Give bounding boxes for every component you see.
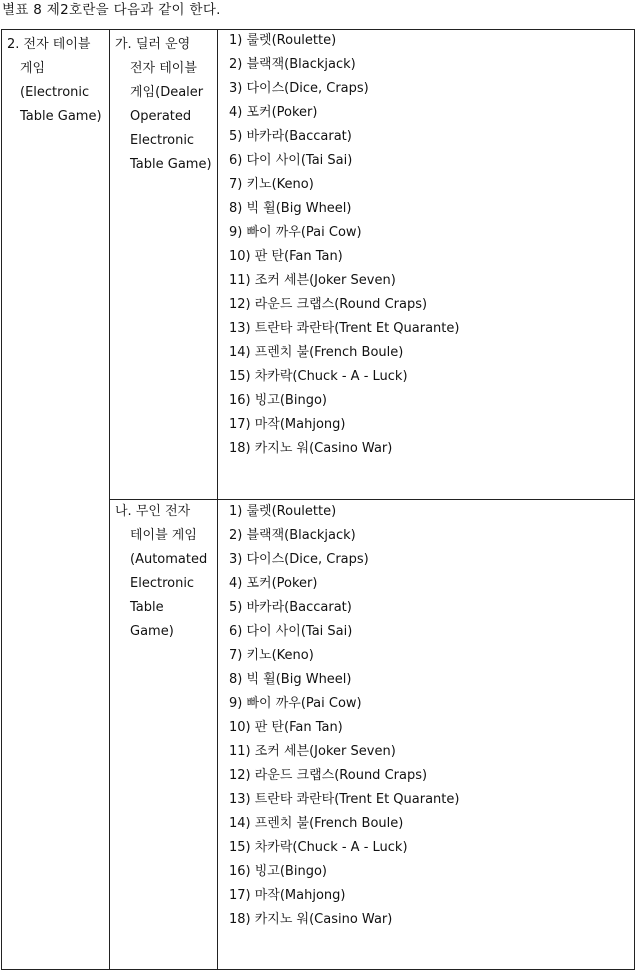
list-item: 3) 다이스(Dice, Craps)	[229, 552, 369, 567]
list-item: 15) 차카락(Chuck - A - Luck)	[229, 840, 408, 855]
list-item: 5) 바카라(Baccarat)	[229, 129, 352, 144]
list-item: 11) 조커 세븐(Joker Seven)	[229, 273, 396, 288]
list-item: 16) 빙고(Bingo)	[229, 393, 327, 408]
subcategory-dealer-cell	[115, 33, 219, 177]
subcategory-line: 가. 딜러 운영	[115, 37, 191, 52]
subcategory-line: 테이블 게임	[130, 528, 197, 543]
category-line: 2. 전자 테이블	[7, 37, 91, 52]
list-item: 3) 다이스(Dice, Craps)	[229, 81, 369, 96]
list-item: 1) 룰렛(Roulette)	[229, 33, 337, 48]
list-item: 4) 포커(Poker)	[229, 576, 318, 591]
list-item: 13) 트란타 콰란타(Trent Et Quarante)	[229, 792, 460, 807]
subcategory-line: 나. 무인 전자	[115, 504, 191, 519]
subcategory-line: Table Game)	[130, 157, 212, 172]
list-item: 9) 빠이 까우(Pai Cow)	[229, 696, 362, 711]
subcategory-line: Electronic	[130, 133, 195, 148]
list-item: 11) 조커 세븐(Joker Seven)	[229, 744, 396, 759]
list-item: 12) 라운드 크랩스(Round Craps)	[229, 297, 428, 312]
list-item: 2) 블랙잭(Blackjack)	[229, 528, 356, 543]
subcategory-line: Table	[130, 600, 164, 615]
dealer-game-list	[229, 29, 459, 461]
subcategory-line: 게임(Dealer	[130, 85, 204, 100]
list-item: 13) 트란타 콰란타(Trent Et Quarante)	[229, 321, 460, 336]
game-classification-table	[1, 29, 635, 970]
list-item: 10) 판 탄(Fan Tan)	[229, 720, 343, 735]
list-item: 18) 카지노 워(Casino War)	[229, 912, 393, 927]
list-item: 4) 포커(Poker)	[229, 105, 318, 120]
subcategory-line: Operated	[130, 109, 192, 124]
list-item: 8) 빅 휠(Big Wheel)	[229, 672, 352, 687]
list-item: 17) 마작(Mahjong)	[229, 417, 346, 432]
list-item: 14) 프렌치 불(French Boule)	[229, 816, 404, 831]
list-item: 15) 차카락(Chuck - A - Luck)	[229, 369, 408, 384]
automated-game-list	[229, 500, 459, 932]
list-item: 7) 키노(Keno)	[229, 177, 314, 192]
category-line: (Electronic	[20, 85, 90, 100]
list-item: 8) 빅 휠(Big Wheel)	[229, 201, 352, 216]
subcategory-line: 전자 테이블	[130, 61, 197, 76]
list-item: 12) 라운드 크랩스(Round Craps)	[229, 768, 428, 783]
list-item: 5) 바카라(Baccarat)	[229, 600, 352, 615]
subcategory-line: (Automated	[130, 552, 208, 567]
subcategory-line: Game)	[130, 624, 174, 639]
list-item: 2) 블랙잭(Blackjack)	[229, 57, 356, 72]
subcategory-automated-cell	[115, 500, 219, 644]
list-item: 1) 룰렛(Roulette)	[229, 504, 337, 519]
list-item: 18) 카지노 워(Casino War)	[229, 441, 393, 456]
amendment-intro: 별표 8 제2호란을 다음과 같이 한다.	[2, 2, 221, 18]
list-item: 7) 키노(Keno)	[229, 648, 314, 663]
list-item: 9) 빠이 까우(Pai Cow)	[229, 225, 362, 240]
subcategory-line: Electronic	[130, 576, 195, 591]
list-item: 6) 다이 사이(Tai Sai)	[229, 153, 353, 168]
list-item: 10) 판 탄(Fan Tan)	[229, 249, 343, 264]
category-line: 게임	[20, 61, 46, 76]
category-line: Table Game)	[20, 109, 102, 124]
list-item: 17) 마작(Mahjong)	[229, 888, 346, 903]
list-item: 6) 다이 사이(Tai Sai)	[229, 624, 353, 639]
category-cell	[7, 33, 107, 129]
list-item: 16) 빙고(Bingo)	[229, 864, 327, 879]
list-item: 14) 프렌치 불(French Boule)	[229, 345, 404, 360]
